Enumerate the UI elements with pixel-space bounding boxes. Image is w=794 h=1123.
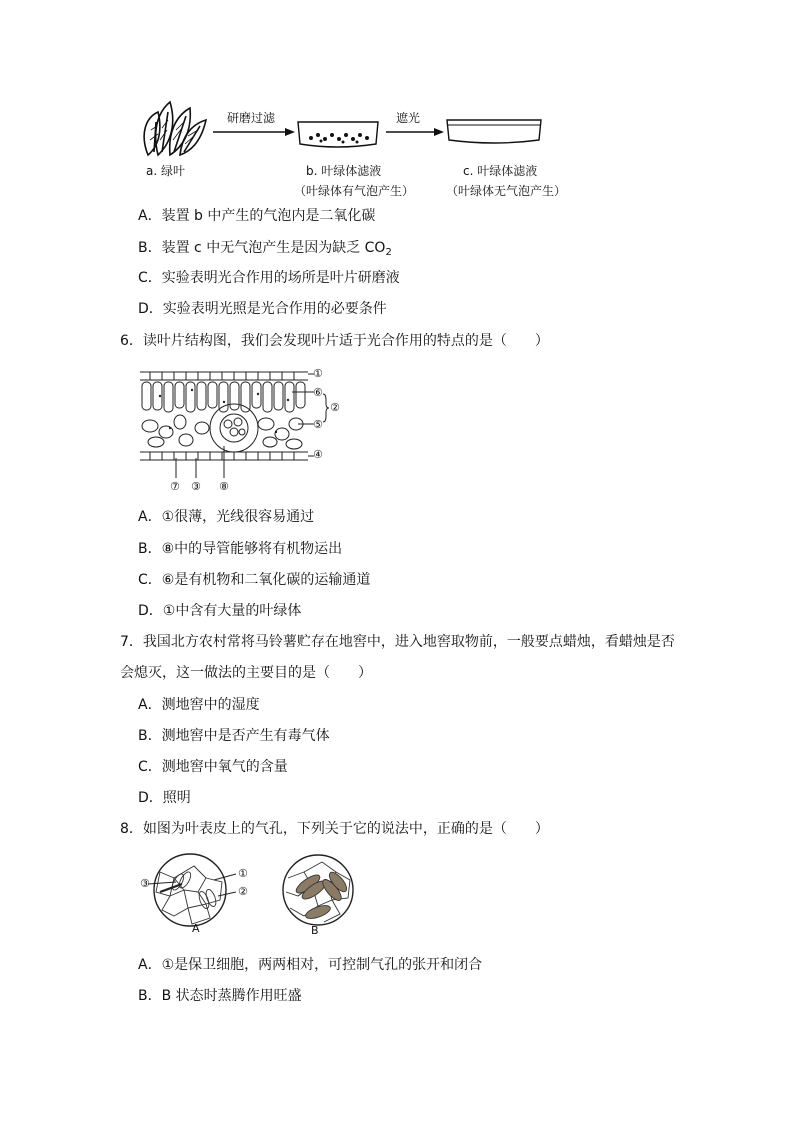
dish-c-label: c. 叶绿体滤液 — [463, 164, 538, 178]
q6-option-d[interactable]: D．①中含有大量的叶绿体 — [138, 603, 302, 619]
figure-label-7: ⑦ — [170, 480, 180, 493]
q7-option-b[interactable]: B．测地窖中是否产生有毒气体 — [138, 728, 330, 744]
q6-option-c[interactable]: C．⑥是有机物和二氧化碳的运输通道 — [138, 572, 371, 588]
step-grind-filter: 研磨过滤 — [227, 111, 276, 125]
step-shade: 遮光 — [396, 111, 421, 125]
dish-b-note: （叶绿体有气泡产生） — [294, 184, 415, 198]
figure-label-4: ④ — [313, 448, 323, 461]
arrow-right-icon — [213, 127, 295, 137]
stomata-diagram-b — [278, 854, 358, 934]
q5-option-d[interactable]: D．实验表明光照是光合作用的必要条件 — [138, 301, 387, 317]
figure-label-5: ⑤ — [313, 418, 323, 431]
green-leaf-illustration — [140, 100, 210, 160]
q8-option-b[interactable]: B．B 状态时蒸腾作用旺盛 — [138, 988, 302, 1004]
figure-label-3: ③ — [191, 480, 201, 493]
q8-figure-a-label: A — [192, 922, 200, 935]
petri-dish-b-illustration — [297, 118, 379, 150]
figure-label-6: ⑥ — [313, 386, 323, 399]
q5-option-a[interactable]: A．装置 b 中产生的气泡内是二氧化碳 — [138, 208, 376, 224]
q8-figure-b-label: B — [311, 924, 319, 937]
stomata-diagram-a — [140, 852, 230, 942]
q5-option-c[interactable]: C．实验表明光合作用的场所是叶片研磨液 — [138, 270, 400, 286]
dish-c-note: （叶绿体无气泡产生） — [446, 184, 567, 198]
q5-option-b-subscript: 2 — [385, 247, 392, 258]
figure-label-8: ⑧ — [219, 480, 229, 493]
q7-option-a[interactable]: A．测地窖中的湿度 — [138, 697, 260, 713]
q8-option-a[interactable]: A．①是保卫细胞，两两相对，可控制气孔的张开和闭合 — [138, 957, 483, 973]
leaf-label: a. 绿叶 — [146, 164, 185, 178]
q7-option-d[interactable]: D．照明 — [138, 790, 191, 806]
q5-option-b-text: B．装置 c 中无气泡产生是因为缺乏 CO — [138, 240, 386, 256]
q6-option-b[interactable]: B．⑧中的导管能够将有机物运出 — [138, 541, 343, 557]
q8-mark-1: ① — [238, 867, 248, 880]
dish-b-label: b. 叶绿体滤液 — [306, 164, 382, 178]
leaf-cross-section-diagram — [136, 366, 336, 491]
q5-option-b[interactable] — [138, 238, 392, 263]
q8-stem: 8．如图为叶表皮上的气孔，下列关于它的说法中，正确的是（ ） — [120, 821, 549, 837]
q8-mark-3: ③ — [140, 877, 150, 890]
q6-option-a[interactable]: A．①很薄，光线很容易通过 — [138, 509, 315, 525]
q7-stem-line-2: 会熄灭，这一做法的主要目的是（ ） — [120, 665, 372, 681]
q8-mark-2: ② — [238, 885, 248, 898]
q6-stem: 6．读叶片结构图，我们会发现叶片适于光合作用的特点的是（ ） — [120, 333, 549, 349]
petri-dish-c-illustration — [446, 116, 542, 146]
q7-stem-line-1: 7．我国北方农村常将马铃薯贮存在地窖中，进入地窖取物前，一般要点蜡烛，看蜡烛是否 — [120, 634, 675, 650]
arrow-right-icon — [386, 127, 444, 137]
figure-label-2: ② — [330, 401, 340, 414]
q7-option-c[interactable]: C．测地窖中氧气的含量 — [138, 759, 288, 775]
figure-label-1: ① — [313, 367, 323, 380]
